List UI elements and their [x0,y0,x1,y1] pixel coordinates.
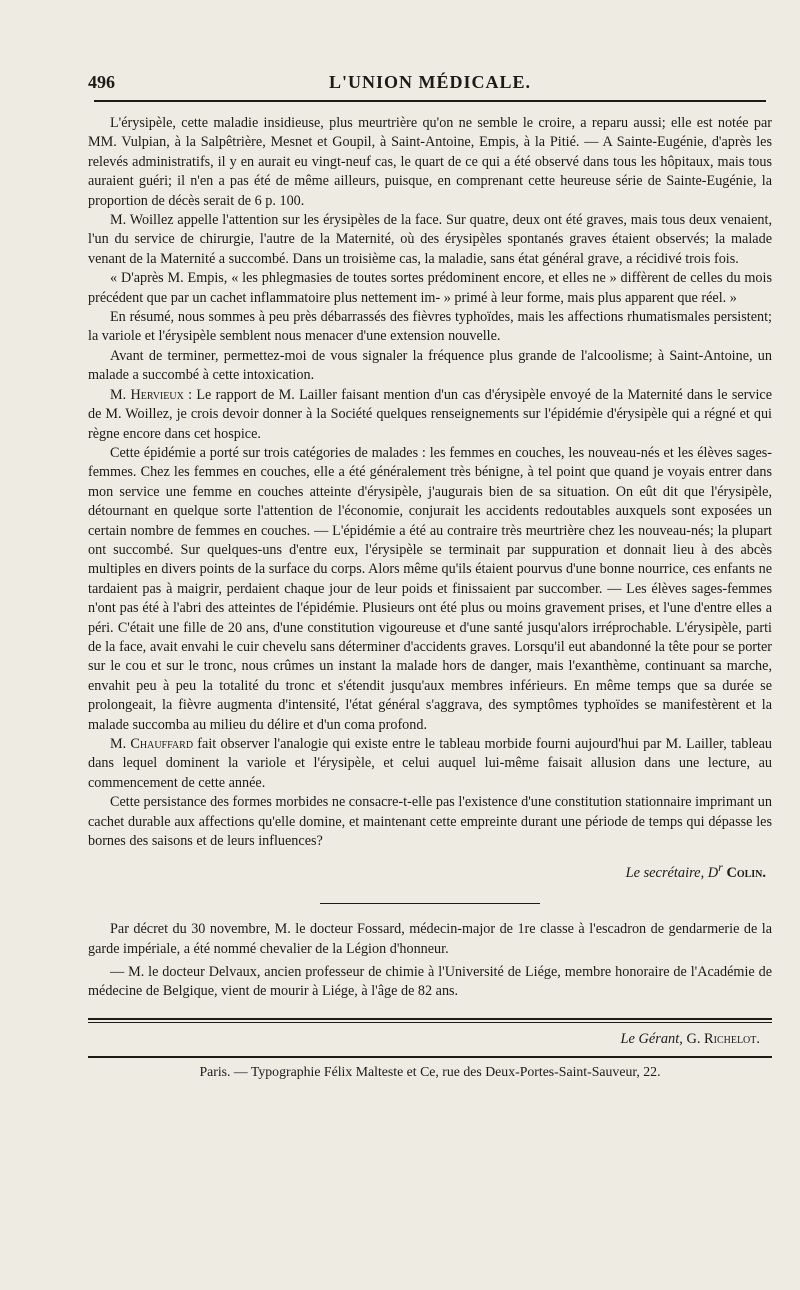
signature-name: Colin. [722,865,766,882]
speaker-chauffard: M. Chauffard [110,736,194,752]
paragraph-erysipele: L'érysipèle, cette maladie insidieuse, plus meurtrière qu'on ne semble le croire, a reparu aussi; elle est notée par MM. Vulpian, à la Salpêtrière, Mesnet et Goupil, à Saint-Antoine, Empis, à la Pitié. — A Sainte-Eugénie, d'après les relevés administratifs, il y en aurait eu vingt-neuf cas, le quart de ce qui a été observé dans tous les hôpitaux, mais tous auraient guéri; il n'en a pas été de même ailleurs, puisque, en comprenant cette heureuse série de Sainte-Eugénie, la proportion de décès serait de 6 p. 100. [88,115,772,209]
manager-role: Le Gérant, [620,1030,683,1047]
page-number: 496 [88,72,115,92]
text-chauffard: fait observer l'analogie qui existe entre le tableau morbide fourni aujourd'hui par M. Lailler, tableau dans lequel dominent la variole et l'érysipèle, et celui auquel lui-même faisait allusion dans une lecture, au commencement de cette année. [88,736,772,791]
journal-title: L'UNION MÉDICALE. [328,72,532,92]
printer-imprint: Paris. — Typographie Félix Malteste et Ce, rue des Deux-Portes-Saint-Sauveur, 22. [199,1063,661,1079]
running-head [88,66,772,100]
news-delvaux: — M. le docteur Delvaux, ancien professeur de chimie à l'Université de Liége, membre honoraire de l'Académie de médecine de Belgique, vient de mourir à Liége, à l'âge de 82 ans. [88,964,772,1000]
manager-signature [88,1031,772,1048]
document-page [88,66,772,1080]
header-rule [94,100,766,102]
paragraph-alcoolisme: Avant de terminer, permettez-moi de vous signaler la fréquence plus grande de l'alcoolisme; à Saint-Antoine, un malade a succombé à cette intoxication. [88,347,772,384]
paragraph-epidemie: Cette épidémie a porté sur trois catégories de malades : les femmes en couches, les nouveau-nés et les élèves sages-femmes. Chez les femmes en couches, elle a été généralement très bénigne, à tel point que quand je voyais entrer dans mon service une femme en couches atteinte d'érysipèle, j'augurais bien de sa situation. On eût dit que l'érysipèle, détournant en quelque sorte l'attention de l'économie, conjurait les accidents redoutables auxquels sont exposées un certain nombre de femmes en couches. — L'épidémie a été au contraire très meurtrière chez les nouveau-nés; la plupart ont succombé. Sur quelques-uns d'entre eux, l'érysipèle se terminait par suppuration et donnait lieu à des abcès multiples en divers points de la surface du corps. Alors même qu'ils étaient pourvus d'une bonne nourrice, ces enfants ne tardaient pas à maigrir, perdaient chaque jour de leur poids et finissaient par succomber. — Les élèves sages-femmes n'ont pas été à l'abri des atteintes de l'épidémie. Plusieurs ont été plus ou moins gravement prises, et l'une d'entre elles a péri. C'était une fille de 20 ans, d'une constitution vigoureuse et d'une santé jusqu'alors irréprochable. L'érysipèle, parti de la face, avait envahi le cuir chevelu sans déterminer d'accidents graves. Lorsqu'il eut abandonné la tête pour se porter sur le cou et sur le tronc, nous crûmes un instant la malade hors de danger, mais l'exanthème, continuant sa marche, envahit peu à peu la totalité du tronc et s'étendit jusqu'aux membres inférieurs. En même temps que sa durée se prolongeait, la fièvre augmenta d'intensité, l'état général s'aggrava, des symptômes typhoïdes se manifestèrent et la malade succomba au milieu du délire et d'un coma profond. [88,444,772,733]
footer-rule [88,1056,772,1058]
text-hervieux: : Le rapport de M. Lailler faisant mention d'un cas d'érysipèle envoyé de la Maternité dans le service de M. Woillez, je crois devoir donner à la Société quelques renseignements sur l'épidémie d'érysipèle qui a régné et qui règne encore dans cet hospice. [88,386,772,442]
paragraph-persistance: Cette persistance des formes morbides ne consacre-t-elle pas l'existence d'une constitution stationnaire imprimant un cachet durable aux affections qu'elle domine, et maintenant cette empreinte durant une période de temps qui dépasse les bornes des saisons et de leurs influences? [88,794,772,850]
section-divider [320,903,540,904]
secretary-signature [88,857,772,883]
footer-double-rule [88,1018,772,1023]
manager-name: G. Richelot. [686,1030,760,1047]
paragraph-woillez: M. Woillez appelle l'attention sur les érysipèles de la face. Sur quatre, deux ont été graves, mais tous deux venaient, l'un du service de chirurgie, l'autre de la Maternité, où des érysipèles spontanés graves étaient observés; la malade venant de la Maternité a succombé. Dans un troisième cas, la maladie, sans état général grave, a récidivé trois fois. [88,212,772,267]
speaker-hervieux: M. Hervieux [110,386,184,403]
signature-role: Le secrétaire, D [625,865,719,882]
paragraph-resume: En résumé, nous sommes à peu près débarrassés des fièvres typhoïdes, mais les affections rhumatismales persistent; la variole et l'érysipèle semblent nous menacer d'une extension nouvelle. [88,309,772,345]
paragraph-hervieux [88,386,772,444]
signature-sup: r [718,860,723,875]
paragraph-empis-quote: « D'après M. Empis, « les phlegmasies de toutes sortes prédominent encore, et elles ne » diffèrent de celles du mois précédent que par un cachet inflammatoire plus nettement im- » primé à leur forme, mais plus apparent que réel. » [88,270,772,306]
news-fossard: Par décret du 30 novembre, M. le docteur Fossard, médecin-major de 1re classe à l'escadron de gendarmerie de la garde impériale, a été nommé chevalier de la Légion d'honneur. [88,921,772,957]
paragraph-chauffard [88,735,772,793]
